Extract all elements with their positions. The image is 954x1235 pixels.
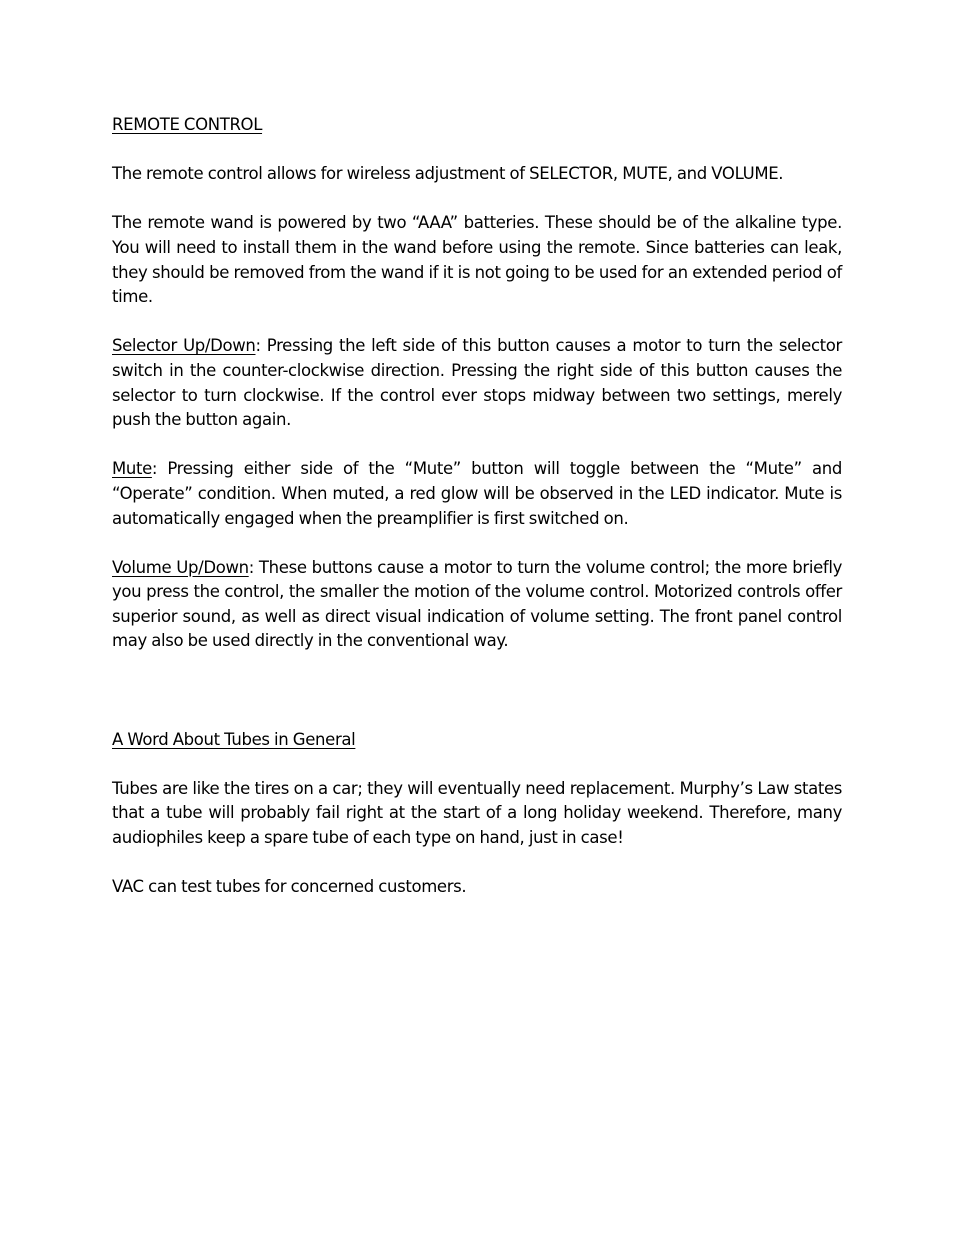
volume-paragraph <box>112 556 842 654</box>
spacer <box>112 851 842 876</box>
mute-term: Mute <box>112 459 152 479</box>
remote-control-heading: REMOTE CONTROL <box>112 115 263 134</box>
remote-intro-paragraph: The remote control allows for wireless adjustment of SELECTOR, MUTE, and VOLUME. <box>112 164 784 184</box>
section-spacer <box>112 679 842 728</box>
selector-description: : Pressing the left side of this button causes a motor to turn the selector switch in the counter-clockwise direction. Pressing the right side of this button causes the selector to turn clockwise. If the control ever stops midway between two settings, merely push the button again. <box>112 336 842 430</box>
selector-term: Selector Up/Down <box>112 336 256 356</box>
spacer <box>112 187 842 212</box>
spacer <box>112 138 842 163</box>
mute-description: : Pressing either side of the “Mute” button will toggle between the “Mute” and “Operate” condition. When muted, a red glow will be observed in the LED indicator. Mute is automatically engaged when the preamplifier is first switched on. <box>112 459 842 528</box>
tubes-testing-paragraph: VAC can test tubes for concerned customers. <box>112 877 467 897</box>
spacer <box>112 752 842 777</box>
volume-description: : These buttons cause a motor to turn the volume control; the more briefly you press the control, the smaller the motion of the volume control. Motorized controls offer superior sound, as well as direct visual indication of volume setting. The front panel control may also be used directly in the conventional way. <box>112 557 842 651</box>
spacer <box>112 310 842 335</box>
batteries-paragraph: The remote wand is powered by two “AAA” batteries. These should be of the alkaline type. You will need to install them in the wand before using the remote. Since batteries can leak, they should be removed from the wand if it is not going to be used for an extended period of time. <box>112 213 842 307</box>
tubes-replacement-paragraph: Tubes are like the tires on a car; they will eventually need replacement. Murphy’s Law states that a tube will probably fail right at the start of a long holiday weekend. Therefore, many audiophiles keep a spare tube of each type on hand, just in case! <box>112 778 842 848</box>
volume-term: Volume Up/Down <box>112 557 249 577</box>
mute-paragraph <box>112 457 842 531</box>
selector-paragraph <box>112 334 842 432</box>
spacer <box>112 433 842 458</box>
document-page <box>112 113 842 900</box>
tubes-heading: A Word About Tubes in General <box>112 729 356 749</box>
spacer <box>112 531 842 556</box>
spacer <box>112 654 842 679</box>
